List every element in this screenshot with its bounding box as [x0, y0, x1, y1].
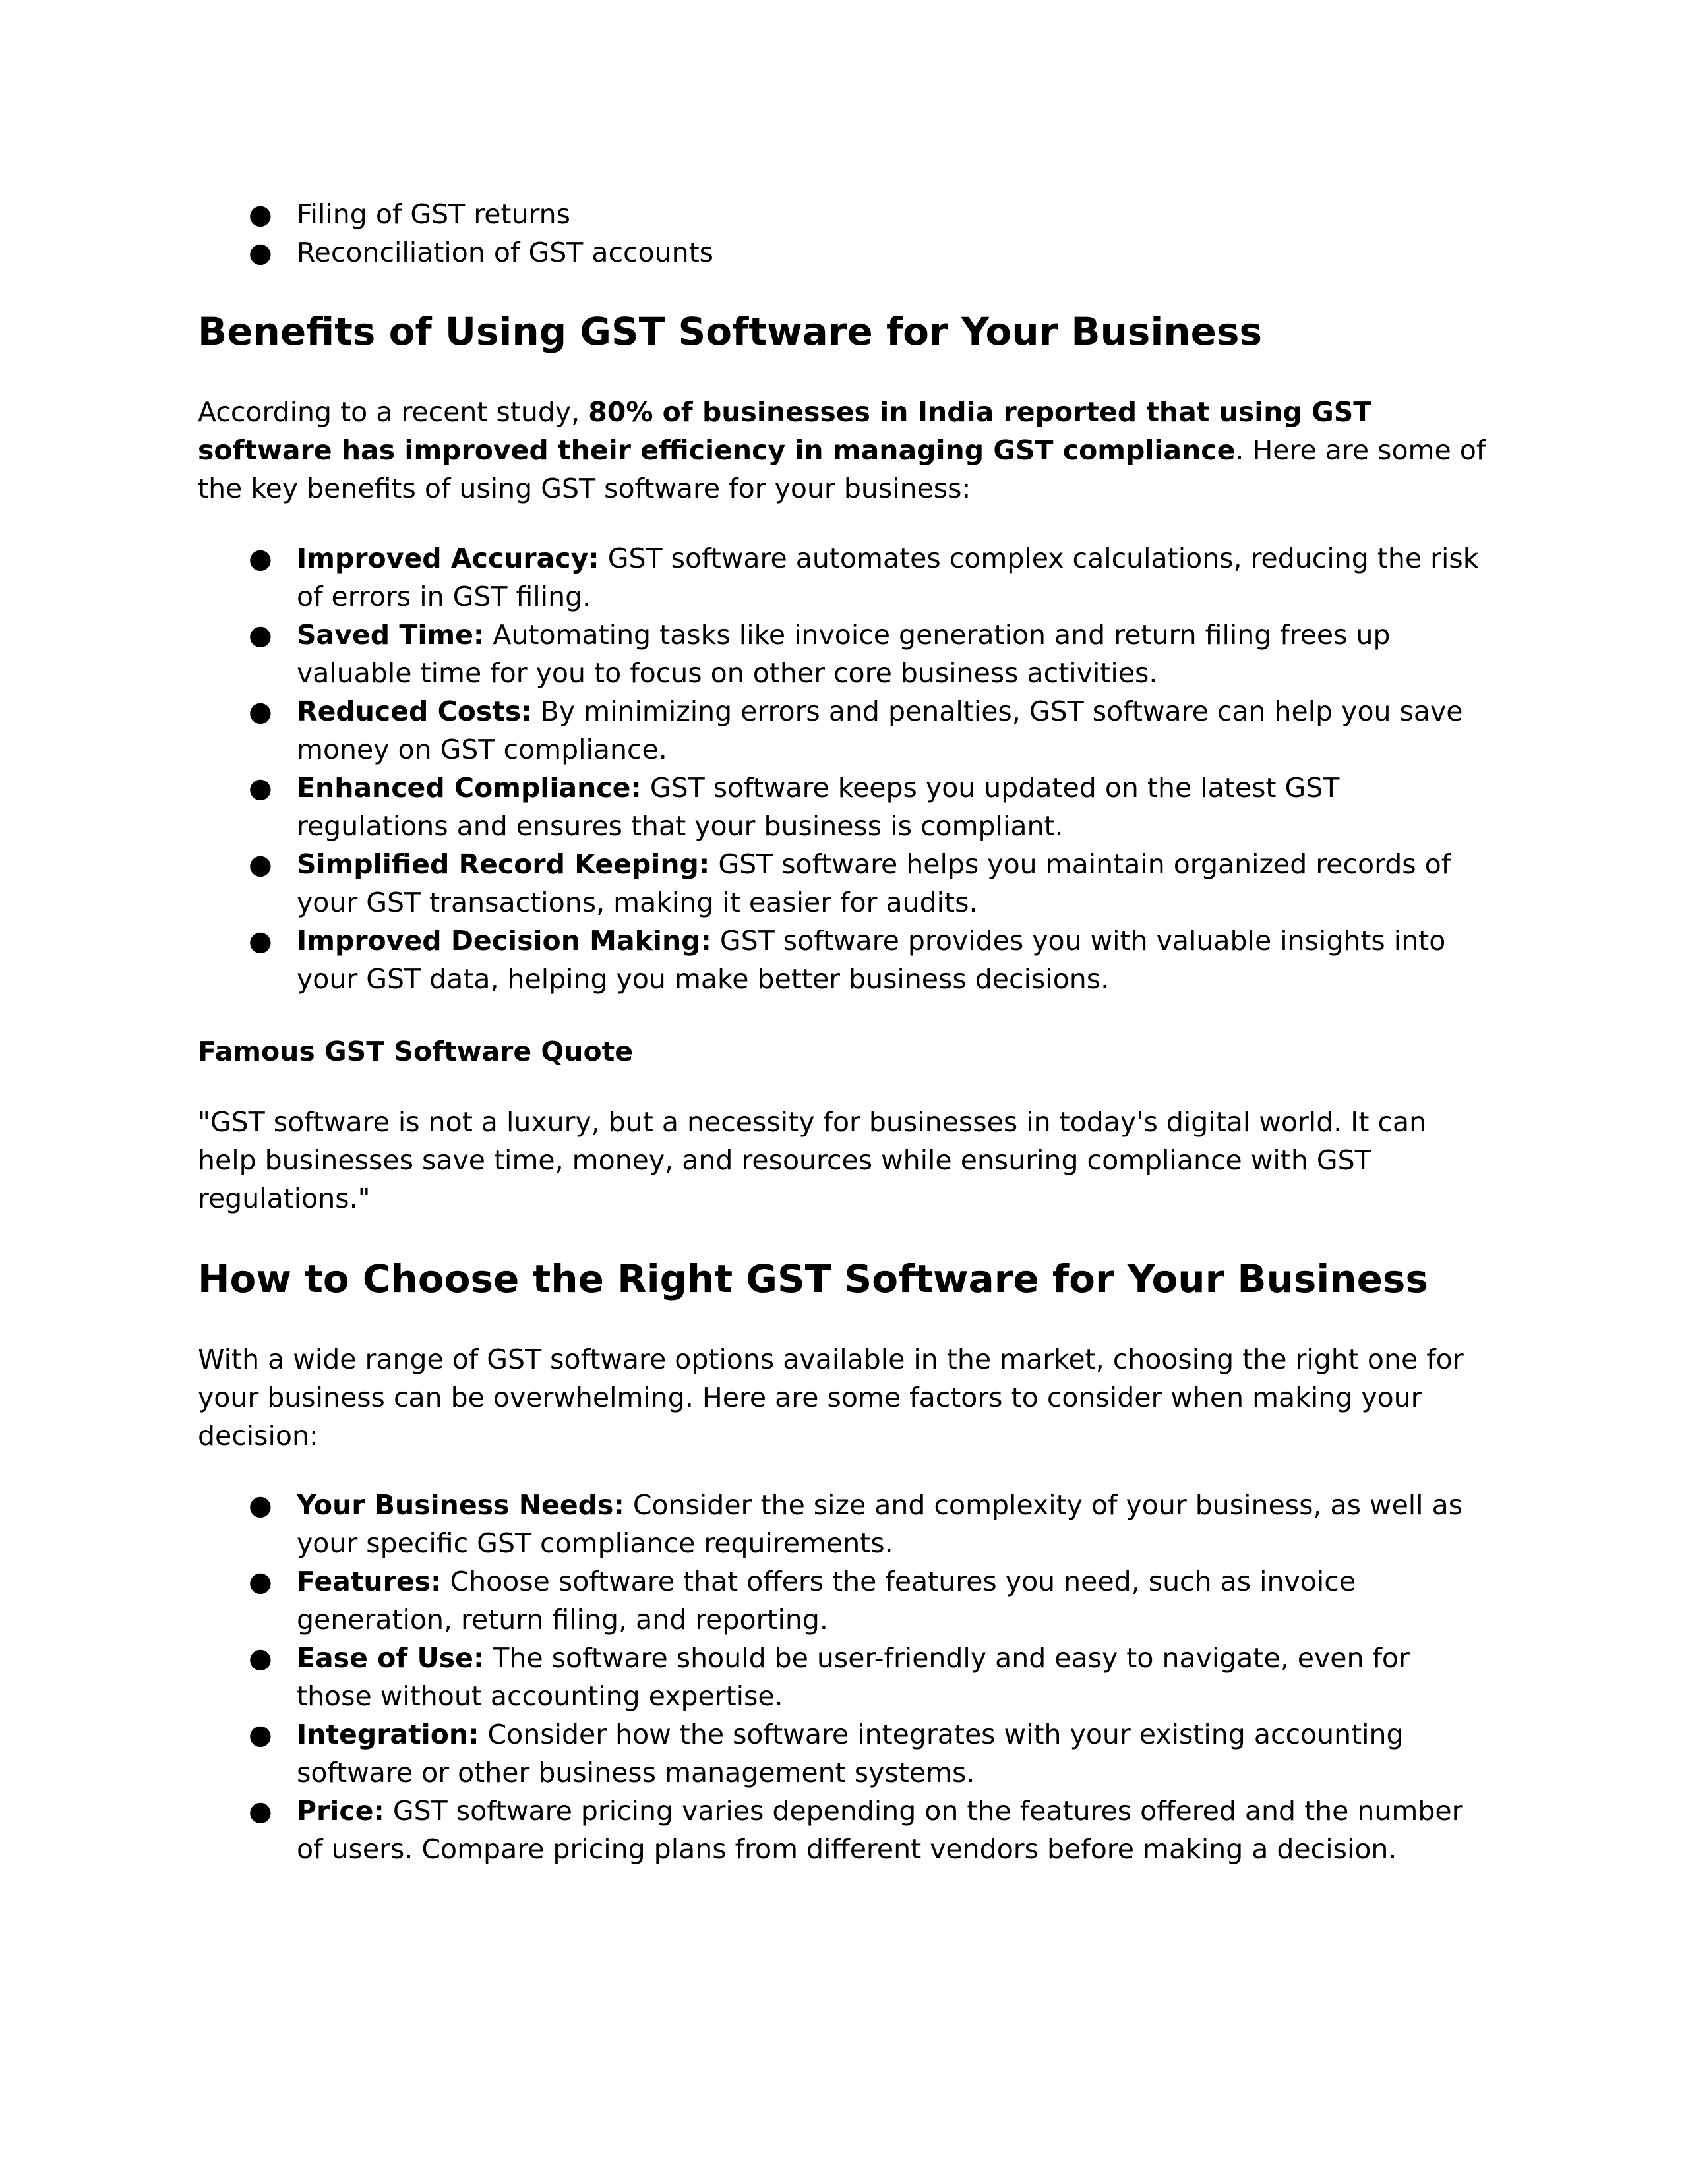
list-item-text: Consider the size and complexity of your business, as well as your specific GST compliance requirements. [297, 1489, 1463, 1559]
list-item-text: GST software helps you maintain organized records of your GST transactions, making it easier for audits. [297, 848, 1451, 918]
list-item [198, 1639, 1490, 1715]
list-item [198, 616, 1490, 692]
choose-list [198, 1486, 1490, 1868]
list-item-text: GST software pricing varies depending on the features offered and the number of users. Compare pricing plans from different vendors before making a decision. [297, 1795, 1463, 1865]
choose-heading: How to Choose the Right GST Software for Your Business [198, 1256, 1428, 1301]
benefits-intro-bold: 80% of businesses in India reported that using GST software has improved their efficiency in managing GST compliance [198, 396, 1372, 466]
list-item [198, 1562, 1490, 1639]
list-item-text: The software should be user-friendly and easy to navigate, even for those without accounting expertise. [297, 1642, 1410, 1712]
benefits-intro [198, 393, 1490, 508]
list-item-term: Integration: [297, 1719, 479, 1750]
quote-text: "GST software is not a luxury, but a necessity for businesses in today's digital world. It can help businesses save time, money, and resources while ensuring compliance with GST regulations." [198, 1106, 1427, 1214]
list-item-text: Reconciliation of GST accounts [297, 237, 714, 268]
benefits-list [198, 539, 1490, 998]
list-item-term: Reduced Costs: [297, 695, 532, 727]
list-item [198, 922, 1490, 998]
list-item [198, 539, 1490, 616]
list-item-text: GST software keeps you updated on the latest GST regulations and ensures that your business is compliant. [297, 772, 1340, 842]
bullet-icon: ● [249, 1719, 272, 1750]
list-item-text: By minimizing errors and penalties, GST software can help you save money on GST compliance. [297, 695, 1463, 765]
bullet-icon: ● [249, 543, 272, 574]
list-item [198, 845, 1490, 922]
list-item-term: Improved Accuracy: [297, 543, 599, 574]
list-item-text: Consider how the software integrates with your existing accounting software or other business management systems. [297, 1719, 1404, 1788]
list-item-term: Enhanced Compliance: [297, 772, 642, 804]
bullet-icon: ● [249, 772, 272, 804]
list-item-term: Improved Decision Making: [297, 925, 711, 957]
bullet-icon: ● [249, 1642, 272, 1674]
list-item [198, 195, 1490, 233]
benefits-intro-lead: According to a recent study, [198, 396, 589, 428]
list-item-text: Choose software that offers the features you need, such as invoice generation, return filing, and reporting. [297, 1566, 1356, 1636]
top-bullet-list [198, 195, 1490, 272]
bullet-icon: ● [249, 925, 272, 957]
list-item [198, 692, 1490, 769]
bullet-icon: ● [249, 1566, 272, 1597]
list-item-text: GST software provides you with valuable insights into your GST data, helping you make better business decisions. [297, 925, 1446, 995]
benefits-intro-tail: . Here are some of the key benefits of using GST software for your business: [198, 434, 1486, 504]
bullet-icon: ● [249, 619, 272, 651]
bullet-icon: ● [249, 848, 272, 880]
list-item [198, 1486, 1490, 1562]
list-item [198, 1715, 1490, 1792]
list-item [198, 1792, 1490, 1868]
bullet-icon: ● [249, 237, 272, 268]
list-item-text: GST software automates complex calculations, reducing the risk of errors in GST filing. [297, 543, 1479, 612]
list-item-text: Automating tasks like invoice generation and return filing frees up valuable time for you to focus on other core business activities. [297, 619, 1391, 689]
benefits-heading: Benefits of Using GST Software for Your Business [198, 309, 1263, 354]
bullet-icon: ● [249, 1795, 272, 1827]
choose-intro: With a wide range of GST software options available in the market, choosing the right one for your business can be overwhelming. Here are some factors to consider when making your decision: [198, 1343, 1464, 1452]
list-item-term: Ease of Use: [297, 1642, 485, 1674]
bullet-icon: ● [249, 198, 272, 230]
list-item-term: Your Business Needs: [297, 1489, 624, 1521]
list-item [198, 769, 1490, 845]
list-item-term: Price: [297, 1795, 384, 1827]
list-item-term: Features: [297, 1566, 442, 1597]
list-item-text: Filing of GST returns [297, 198, 570, 230]
list-item-term: Simplified Record Keeping: [297, 848, 710, 880]
quote-heading: Famous GST Software Quote [198, 1036, 634, 1067]
list-item [198, 233, 1490, 272]
list-item-term: Saved Time: [297, 619, 485, 651]
bullet-icon: ● [249, 1489, 272, 1521]
bullet-icon: ● [249, 695, 272, 727]
